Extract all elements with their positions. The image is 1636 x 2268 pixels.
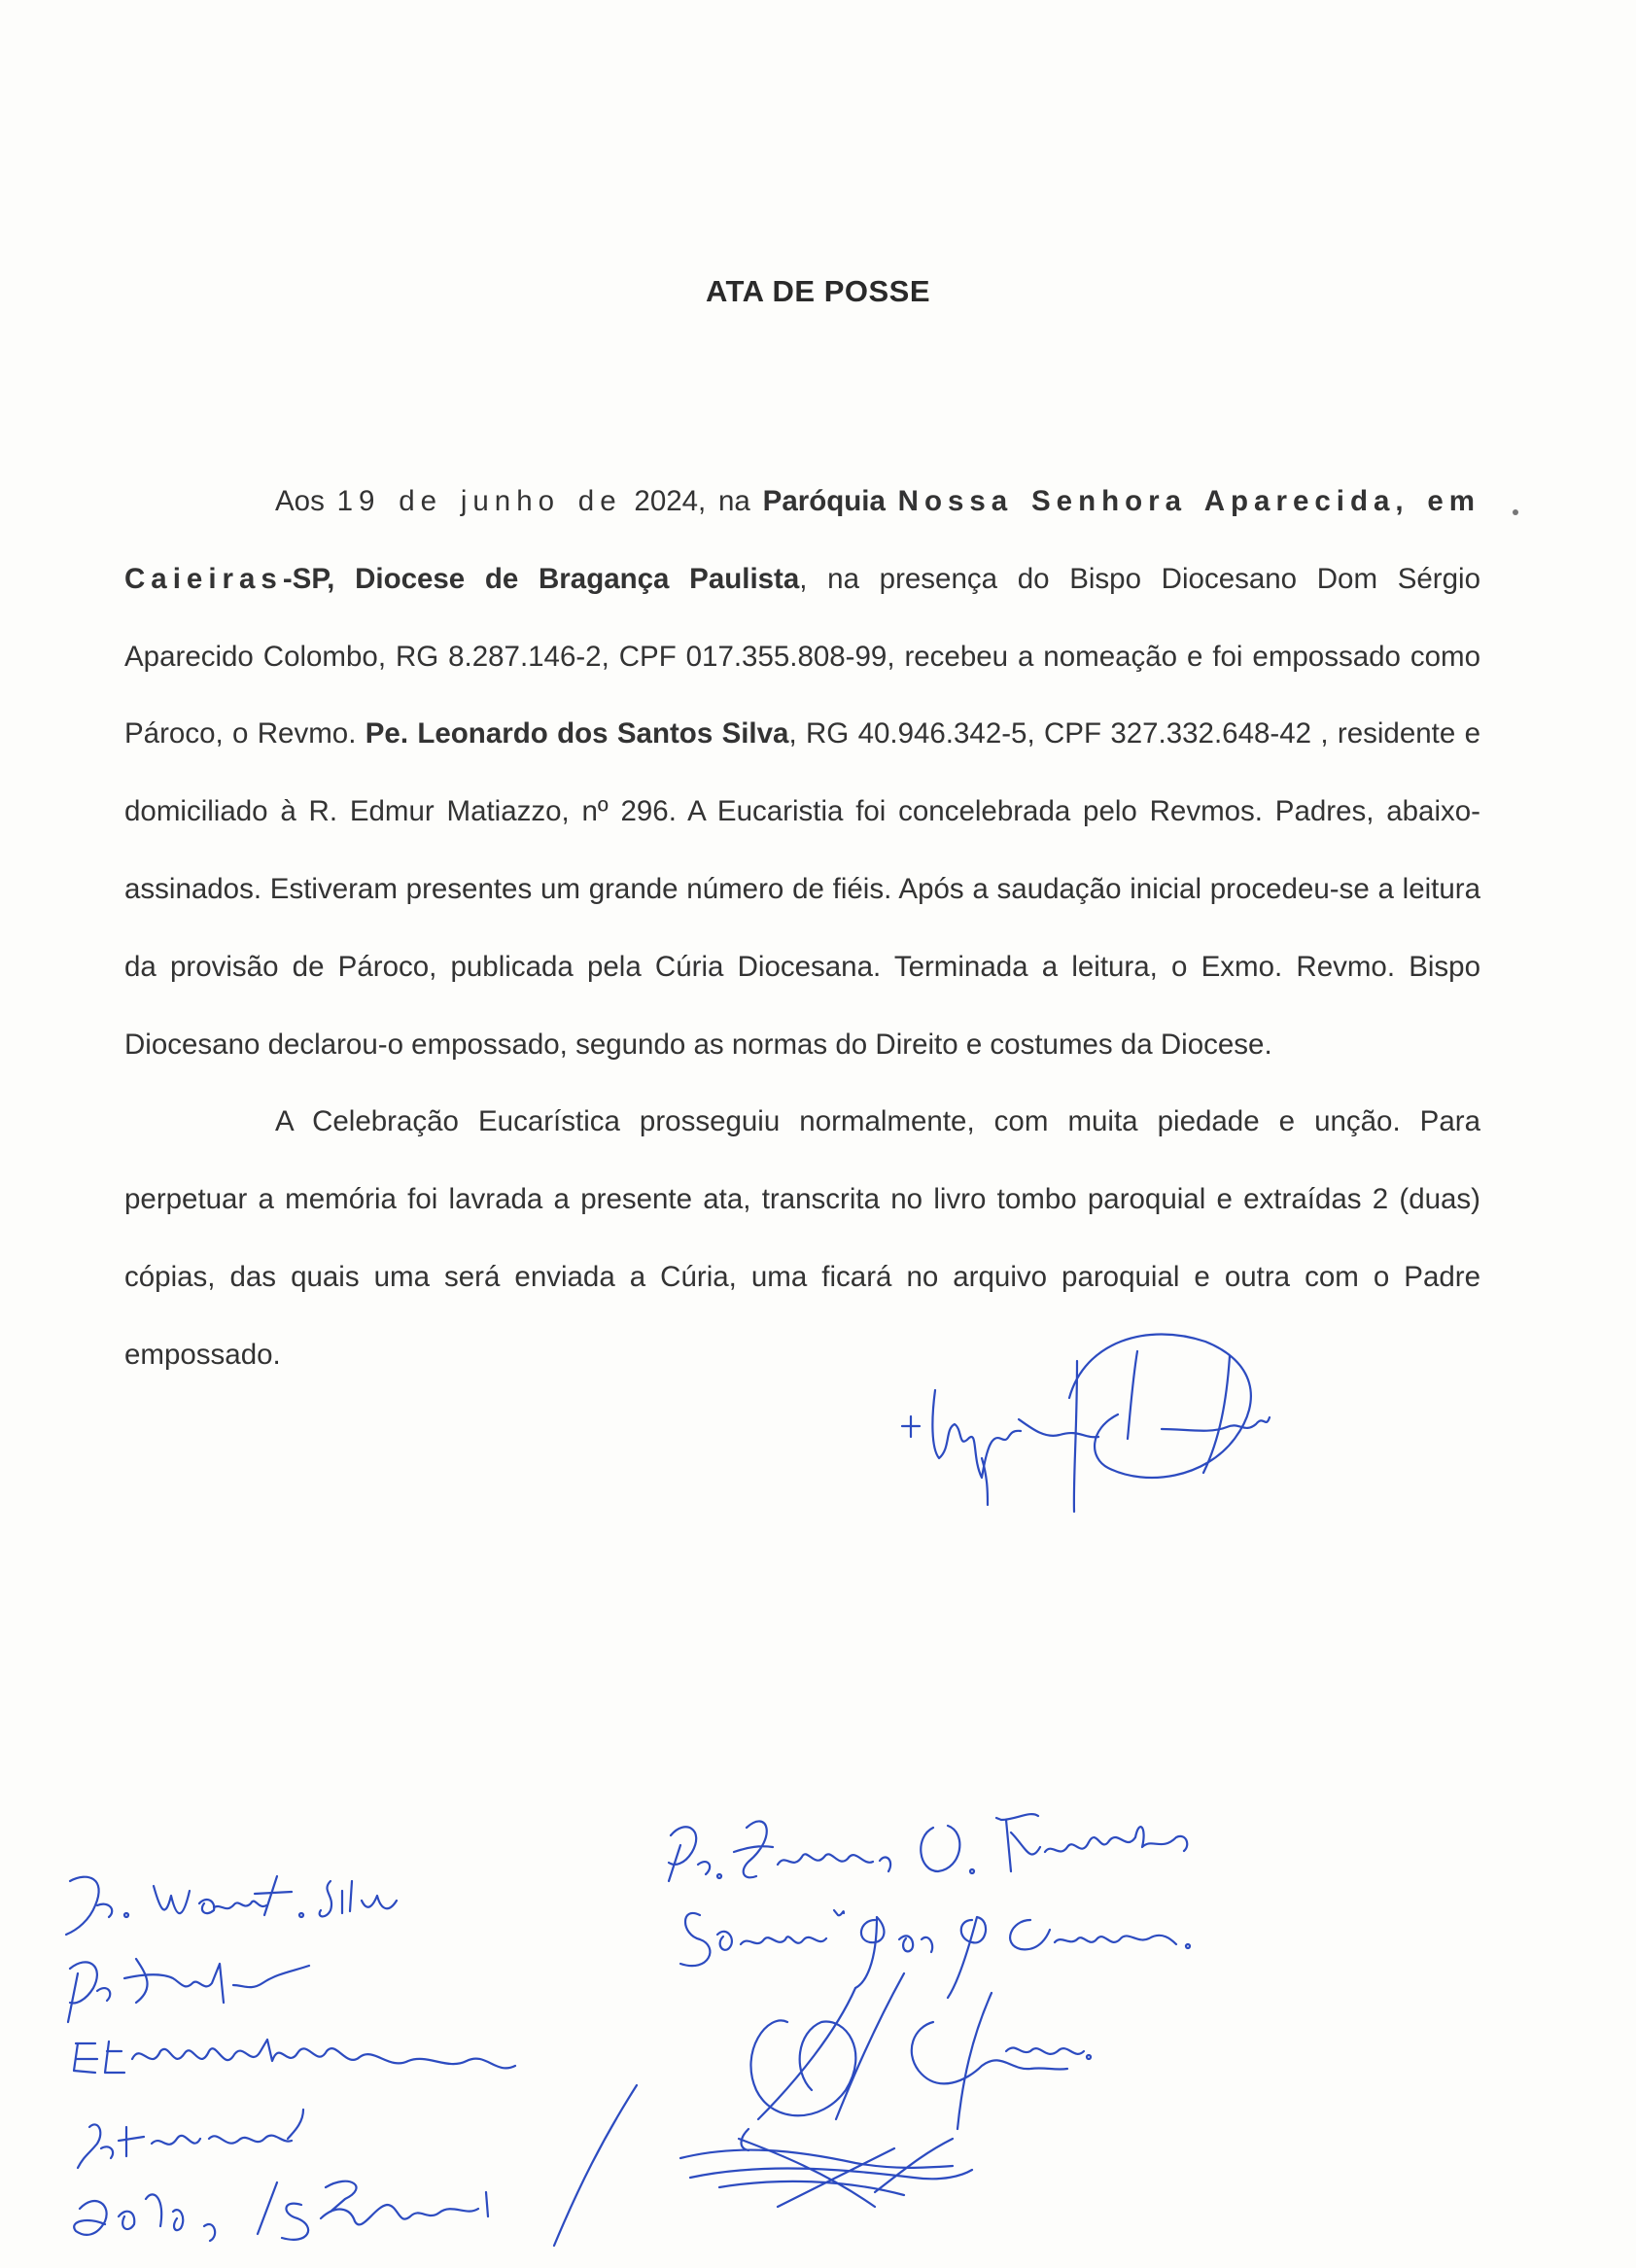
paragraph-1-part-7: , na presença do Bispo Diocesano Dom Sérgio Aparecido Colombo, RG 8.287.146-2, CPF 017.355.808-99, recebeu a nomeação e foi empossado como Pároco, o Revmo. [124, 562, 1480, 750]
paragraph-1-part-9: , RG 40.946.342-5, CPF 327.332.648-42 , residente e domiciliado à R. Edmur Matiazzo, nº 296. A Eucaristia foi concelebrada pelo Revmos. Padres, abaixo-assinados. Estiveram presentes um grande número de fiéis. Após a saudação inicial procedeu-se a leitura da provisão de Pároco, publicada pela Cúria Diocesana. Terminada a leitura, o Exmo. Revmo. Bispo Diocesano declarou-o empossado, segundo as normas do Direito e costumes da Diocese. [124, 717, 1480, 1061]
paragraph-1-part-1: Aos [275, 485, 337, 517]
left-signatures [66, 1876, 637, 2246]
paragraph-1-parish-label: Paróquia [762, 485, 898, 517]
paragraph-1-part-3: 2024, na [621, 485, 763, 517]
paragraph-1-date: 19 de junho de [336, 485, 622, 517]
paragraph-1-parish-name: Nossa Senhora Aparecida, em Caieiras [124, 485, 1481, 595]
document-title: ATA DE POSSE [705, 274, 931, 308]
bishop-signature [902, 1334, 1270, 1512]
paragraph-1-priest-name: Pe. Leonardo dos Santos Silva [365, 717, 789, 750]
right-signatures [669, 1814, 1190, 2207]
paragraph-2: A Celebração Eucarística prosseguiu normalmente, com muita piedade e unção. Para perpetuar a memória foi lavrada a presente ata, transcrita no livro tombo paroquial e extraídas 2 (duas) cópias, das quais uma será enviada a Cúria, uma ficará no arquivo paroquial e outra com o Padre empossado. [124, 1105, 1480, 1371]
paragraph-1-diocese: -SP, Diocese de Bragança Paulista [282, 562, 800, 595]
